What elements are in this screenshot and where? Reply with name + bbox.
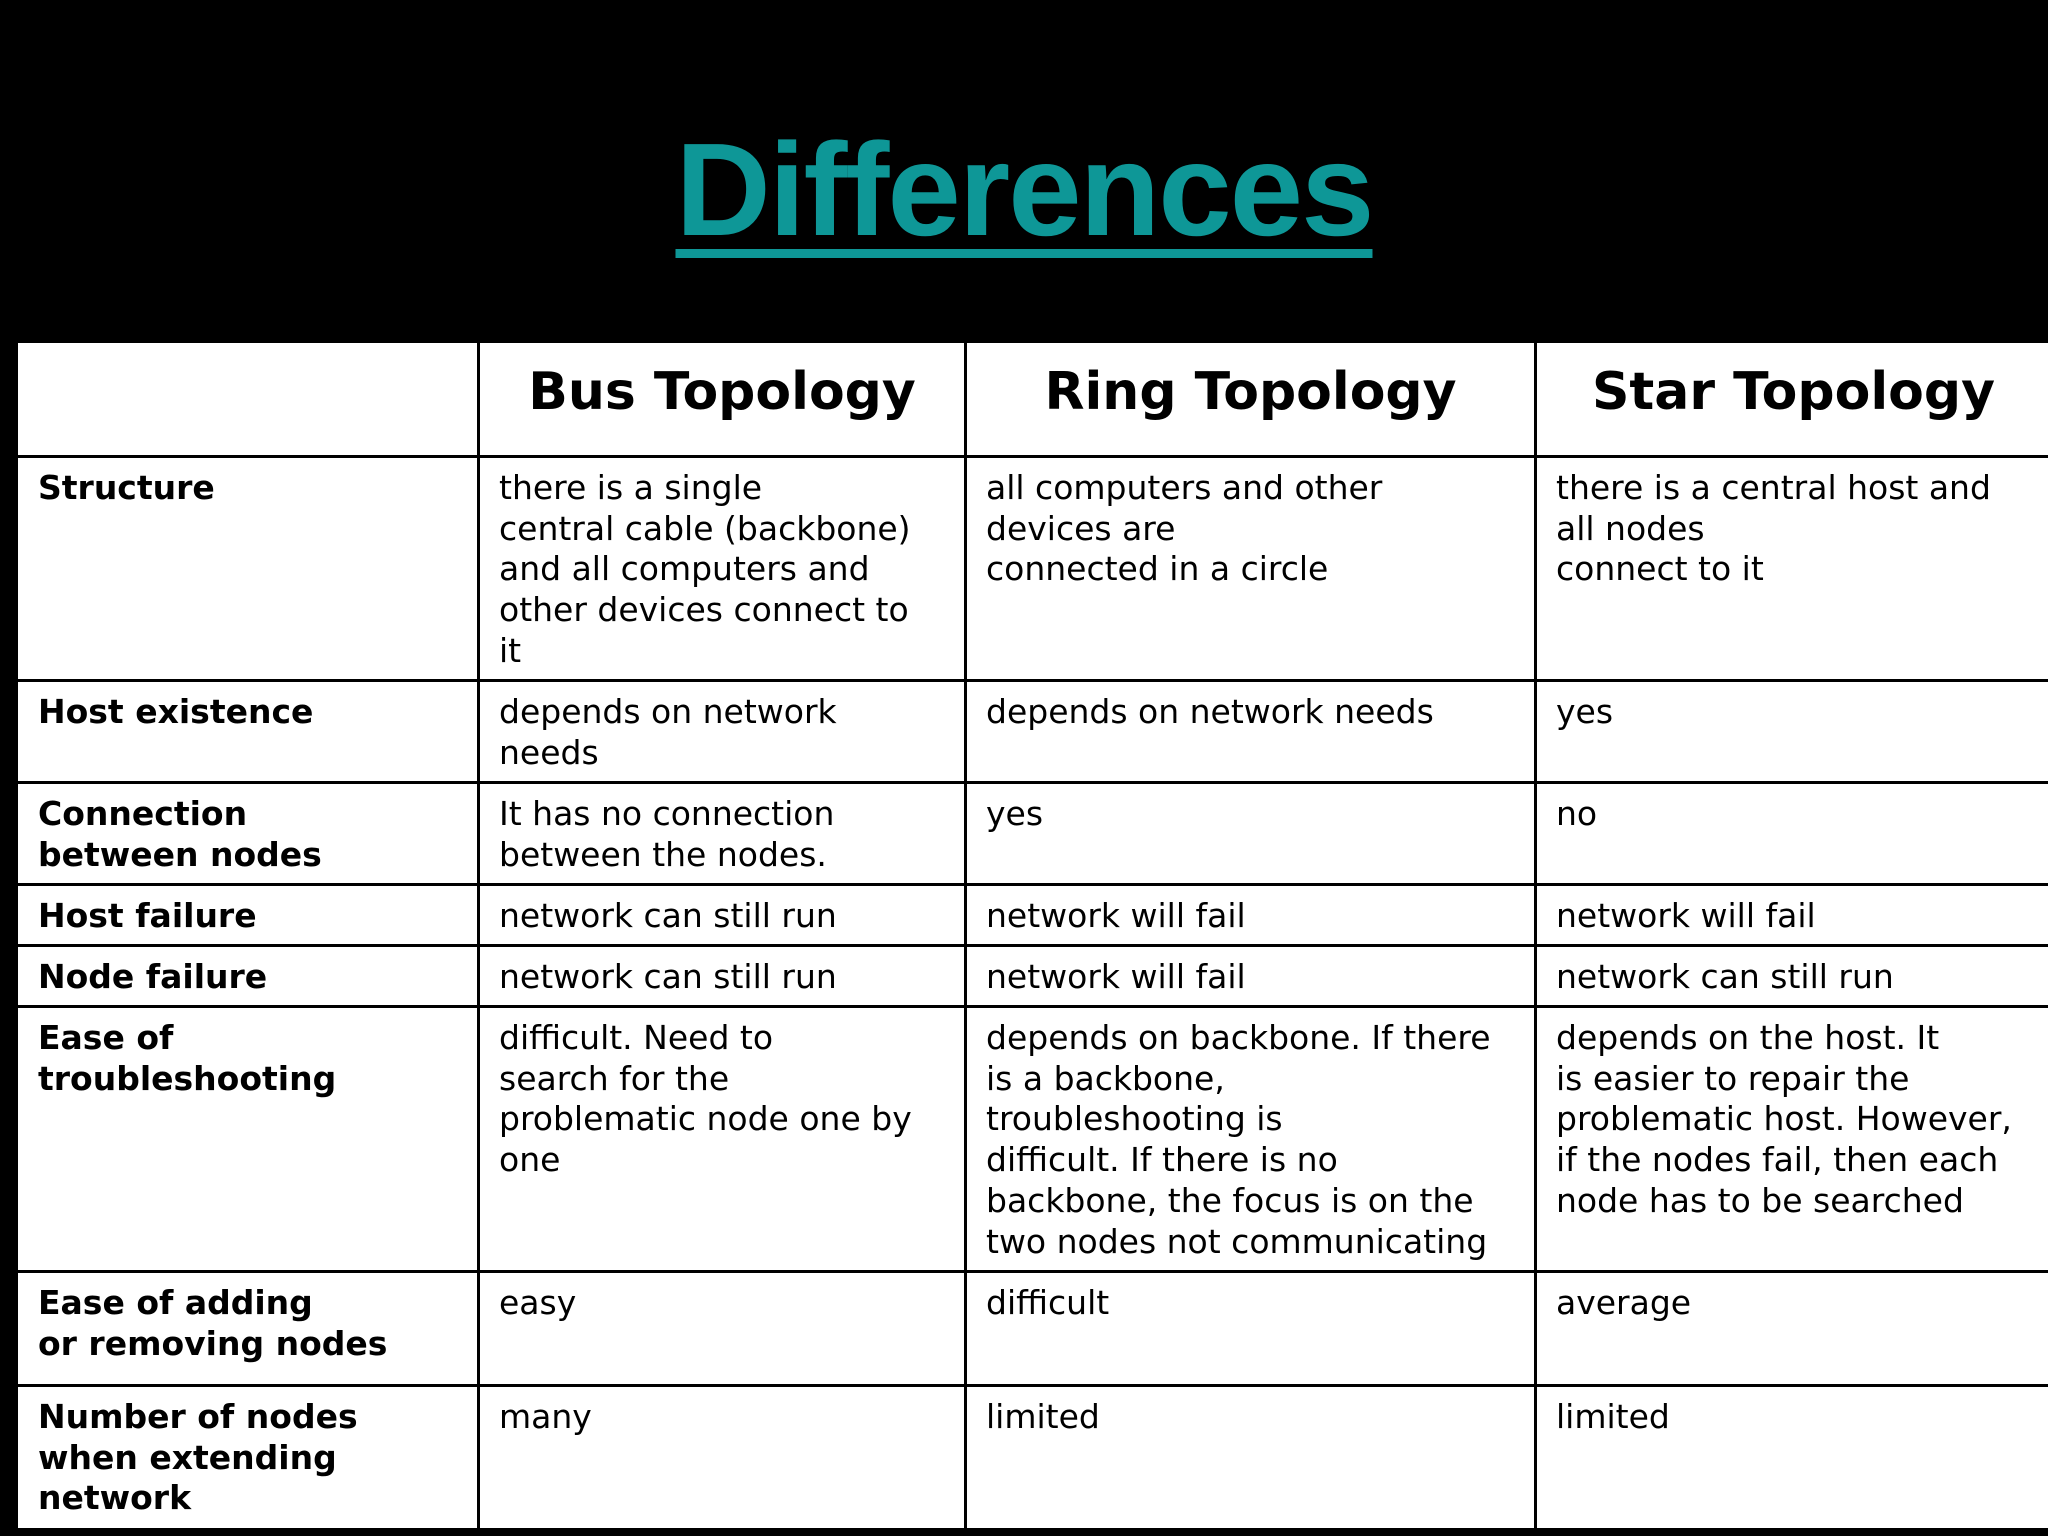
table-row bbox=[17, 457, 2048, 681]
table-row bbox=[17, 681, 2048, 783]
cell-ring: difficult bbox=[966, 1272, 1536, 1386]
row-label: Ease of adding or removing nodes bbox=[17, 1272, 479, 1386]
cell-bus: network can still run bbox=[479, 885, 966, 946]
row-label: Structure bbox=[17, 457, 479, 681]
cell-star: network can still run bbox=[1536, 946, 2048, 1007]
cell-ring: depends on backbone. If there is a backbone, troubleshooting is difficult. If there is no backbone, the focus is on the two nodes not communicating bbox=[966, 1007, 1536, 1272]
cell-bus: network can still run bbox=[479, 946, 966, 1007]
cell-ring: network will fail bbox=[966, 885, 1536, 946]
table-row bbox=[17, 1007, 2048, 1272]
row-label: Host failure bbox=[17, 885, 479, 946]
cell-star: there is a central host and all nodes connect to it bbox=[1536, 457, 2048, 681]
header-star-topology: Star Topology bbox=[1536, 342, 2048, 457]
row-label: Node failure bbox=[17, 946, 479, 1007]
cell-bus: depends on network needs bbox=[479, 681, 966, 783]
header-corner bbox=[17, 342, 479, 457]
table-row bbox=[17, 946, 2048, 1007]
cell-ring: limited bbox=[966, 1386, 1536, 1530]
table-row bbox=[17, 885, 2048, 946]
header-ring-topology: Ring Topology bbox=[966, 342, 1536, 457]
cell-ring: yes bbox=[966, 783, 1536, 885]
cell-ring: all computers and other devices are connected in a circle bbox=[966, 457, 1536, 681]
row-label: Number of nodes when extending network bbox=[17, 1386, 479, 1530]
row-label: Ease of troubleshooting bbox=[17, 1007, 479, 1272]
cell-star: network will fail bbox=[1536, 885, 2048, 946]
cell-ring: network will fail bbox=[966, 946, 1536, 1007]
slide-title-text: Differences bbox=[675, 116, 1373, 263]
row-label: Connection between nodes bbox=[17, 783, 479, 885]
row-label: Host existence bbox=[17, 681, 479, 783]
table-row bbox=[17, 1272, 2048, 1386]
comparison-table bbox=[15, 340, 2048, 1531]
slide-title bbox=[0, 115, 2048, 265]
cell-star: yes bbox=[1536, 681, 2048, 783]
cell-bus: easy bbox=[479, 1272, 966, 1386]
table-header-row bbox=[17, 342, 2048, 457]
cell-star: depends on the host. It is easier to repair the problematic host. However, if the nodes fail, then each node has to be searched bbox=[1536, 1007, 2048, 1272]
cell-ring: depends on network needs bbox=[966, 681, 1536, 783]
cell-star: limited bbox=[1536, 1386, 2048, 1530]
table-row bbox=[17, 783, 2048, 885]
cell-bus: there is a single central cable (backbone) and all computers and other devices connect to it bbox=[479, 457, 966, 681]
table-row bbox=[17, 1386, 2048, 1530]
cell-star: no bbox=[1536, 783, 2048, 885]
cell-bus: many bbox=[479, 1386, 966, 1530]
cell-bus: It has no connection between the nodes. bbox=[479, 783, 966, 885]
cell-star: average bbox=[1536, 1272, 2048, 1386]
header-bus-topology: Bus Topology bbox=[479, 342, 966, 457]
cell-bus: difficult. Need to search for the problematic node one by one bbox=[479, 1007, 966, 1272]
